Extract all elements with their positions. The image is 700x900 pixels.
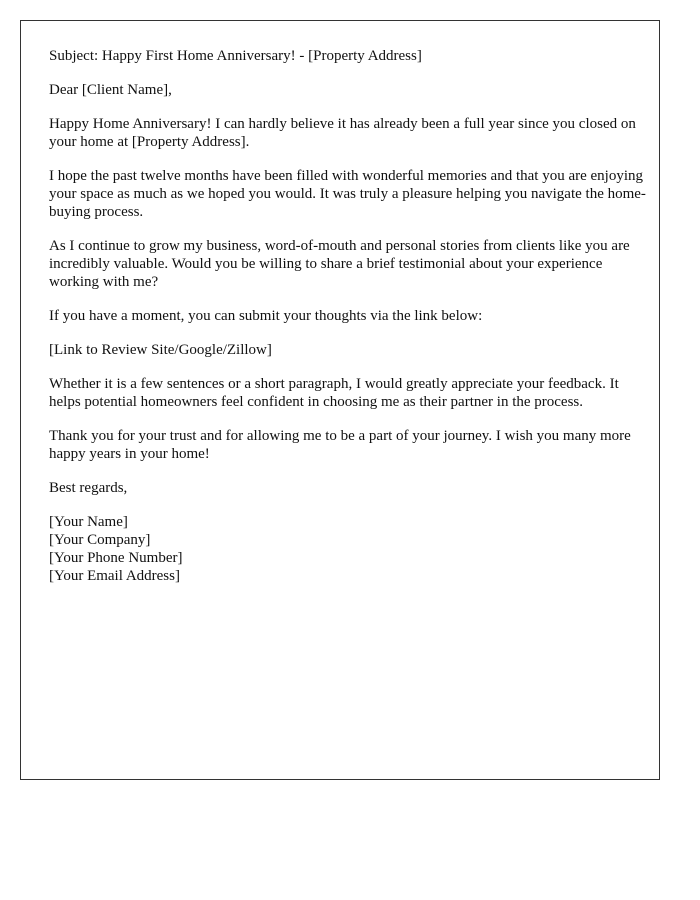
signature-company: [Your Company] bbox=[49, 532, 151, 548]
letter-paragraph-feedback: Whether it is a few sentences or a short paragraph, I would greatly appreciate your feedback. It helps potential homeowners feel confident in choosing me as their partner in the process. bbox=[49, 376, 619, 410]
signature-name: [Your Name] bbox=[49, 514, 128, 530]
letter-body bbox=[49, 47, 649, 585]
signature-phone: [Your Phone Number] bbox=[49, 550, 183, 566]
letter-subject: Subject: Happy First Home Anniversary! - [Property Address] bbox=[49, 48, 422, 64]
letter-closing: Best regards, bbox=[49, 480, 128, 496]
signature-email: [Your Email Address] bbox=[49, 568, 180, 584]
letter-paragraph-link-intro: If you have a moment, you can submit your thoughts via the link below: bbox=[49, 308, 483, 324]
signature-block bbox=[49, 513, 649, 585]
review-link-placeholder: [Link to Review Site/Google/Zillow] bbox=[49, 342, 272, 358]
letter-paragraph-anniversary: Happy Home Anniversary! I can hardly believe it has already been a full year since you closed on your home at [Property Address]. bbox=[49, 116, 636, 150]
letter-paragraph-testimonial-request: As I continue to grow my business, word-of-mouth and personal stories from clients like you are incredibly valuable. Would you be willing to share a brief testimonial about your experience working with me? bbox=[49, 238, 630, 290]
letter-paragraph-memories: I hope the past twelve months have been filled with wonderful memories and that you are enjoying your space as much as we hoped you would. It was truly a pleasure helping you navigate the home-buying process. bbox=[49, 168, 646, 220]
letter-frame bbox=[20, 20, 660, 780]
letter-paragraph-thanks: Thank you for your trust and for allowing me to be a part of your journey. I wish you many more happy years in your home! bbox=[49, 428, 631, 462]
letter-greeting: Dear [Client Name], bbox=[49, 82, 172, 98]
